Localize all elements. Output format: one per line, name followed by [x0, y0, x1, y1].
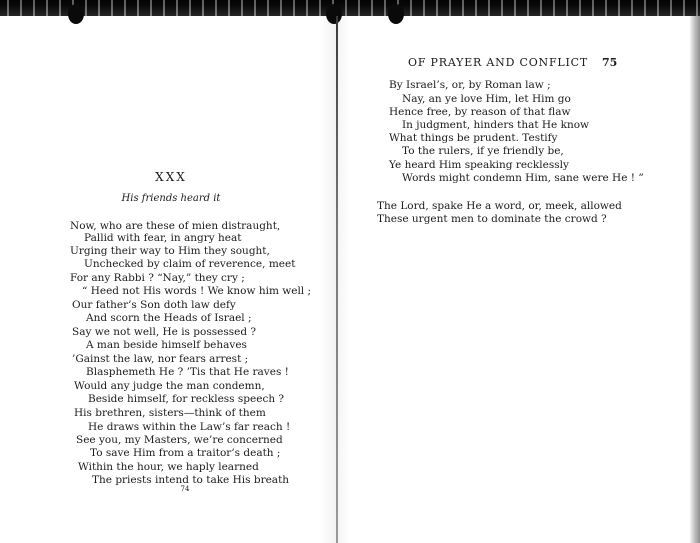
poem-line: Would any judge the man condemn, [74, 380, 265, 392]
poem-line: Words might condemn Him, sane were He ! ” [402, 172, 644, 184]
poem-line: Unchecked by claim of reverence, meet [84, 258, 296, 270]
poem-line: See you, my Masters, we’re concerned [76, 434, 283, 446]
poem-line: A man beside himself behaves [86, 339, 247, 351]
poem-line: These urgent men to dominate the crowd ? [377, 213, 607, 225]
poem-line: His brethren, sisters—think of them [74, 407, 266, 419]
page-number: 74 [180, 485, 190, 493]
poem-line: To the rulers, if ye friendly be, [402, 145, 564, 157]
poem-line: Now, who are these of mien distraught, [70, 220, 281, 232]
poem-line: Hence free, by reason of that flaw [389, 106, 571, 118]
left-page [0, 0, 336, 543]
poem-line: ’Gainst the law, nor fears arrest ; [72, 353, 249, 365]
poem-line: What things be prudent. Testify [389, 132, 558, 144]
poem-line: Our father’s Son doth law defy [72, 299, 236, 311]
poem-line: He draws within the Law’s far reach ! [88, 421, 291, 433]
poem-line: Ye heard Him speaking recklessly [389, 159, 569, 171]
poem-subtitle: His friends heard it [121, 193, 221, 204]
poem-line: And scorn the Heads of Israel ; [86, 312, 252, 324]
poem-line: Say we not well, He is possessed ? [72, 326, 257, 338]
poem-line: Beside himself, for reckless speech ? [88, 393, 285, 405]
poem-line: In judgment, hinders that He know [402, 119, 590, 131]
poem-line: Nay, an ye love Him, let Him go [402, 93, 571, 105]
section-number: XXX [155, 170, 187, 184]
poem-line: The Lord, spake He a word, or, meek, allowed [377, 200, 622, 212]
poem-line: To save Him from a traitor’s death ; [90, 447, 281, 459]
page-edge [690, 16, 700, 543]
poem-line: Pallid with fear, in angry heat [84, 232, 242, 244]
poem-line: By Israel’s, or, by Roman law ; [389, 79, 551, 91]
poem-line: Blasphemeth He ? ’Tis that He raves ! [86, 366, 289, 378]
page-number: 75 [602, 56, 618, 69]
poem-line: Within the hour, we haply learned [78, 461, 259, 473]
poem-line: “ Heed not His words ! We know him well ; [82, 285, 312, 297]
poem-line: Urging their way to Him they sought, [70, 245, 270, 257]
poem-line: For any Rabbi ? “Nay,” they cry ; [70, 272, 245, 284]
poem-line: The priests intend to take His breath [92, 474, 290, 486]
running-head: OF PRAYER AND CONFLICT [408, 56, 588, 69]
